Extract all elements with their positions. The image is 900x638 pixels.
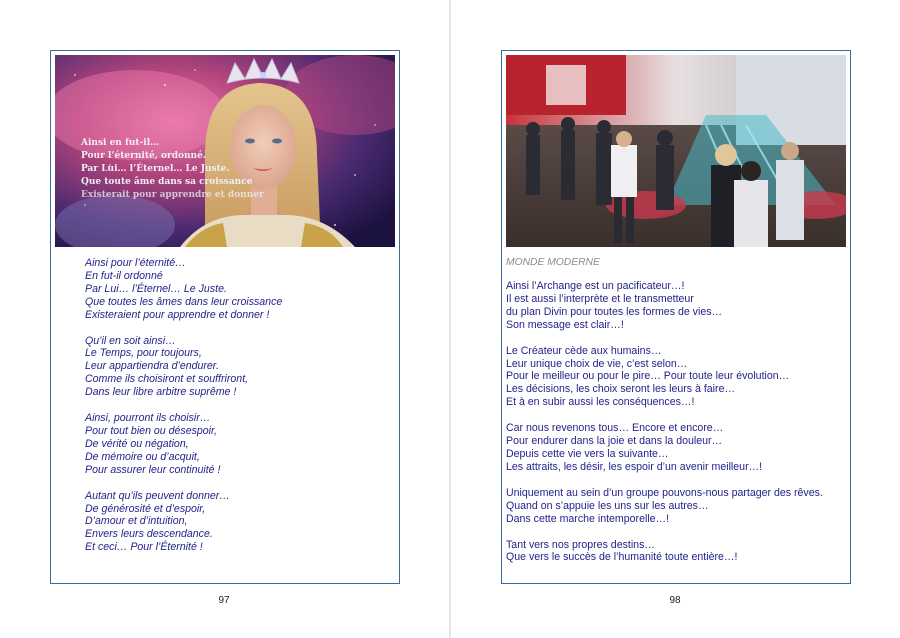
text-line: Car nous revenons tous… Encore et encore… [506,422,724,435]
poem-line: Existeraient pour apprendre et donner ! [85,308,270,321]
text-line: Que vers le succès de l’humanité toute entière…! [506,551,738,564]
text-line: Les attraits, les désir, les espoir d’un avenir meilleur…! [506,460,763,473]
stanza [506,345,844,410]
page-number: 98 [669,595,681,606]
poem-line: D’amour et d’intuition, [85,515,188,528]
shopping-mall-crowd-photo [506,55,846,247]
poem-line: Pour assurer leur continuité ! [85,463,221,476]
text-line: Pour endurer dans la joie et dans la douleur… [506,435,723,448]
text-line: Leur unique choix de vie, c’est selon… [506,357,688,370]
left-page-frame [50,50,400,584]
text-block [506,257,844,577]
poem-line: Et ceci… Pour l’Éternité ! [85,541,203,554]
stanza [506,280,844,332]
poem-line: Ainsi, pourront ils choisir… [85,412,211,425]
poem-line: De mémoire ou d’acquit, [85,450,200,463]
poem-line: Comme ils choisiront et souffriront, [85,373,249,386]
stanza [85,335,393,400]
stanza [506,422,844,474]
text-line: Quand on s’appuie les uns sur les autres… [506,499,709,512]
right-page [451,0,900,638]
text-line: Dans cette marche intemporelle…! [506,512,670,525]
woman-with-tiara-galaxy-photo [55,55,395,247]
poem-line: Ainsi pour l’éternité… [85,257,186,269]
poem-line: En fut-il ordonné [85,269,163,282]
text-line: du plan Divin pour toutes les formes de vies… [506,305,723,318]
text-line: Pour le meilleur ou pour le pire… Pour toute leur évolution… [506,370,790,383]
right-page-frame [501,50,851,584]
poem-line: Le Temps, pour toujours, [85,347,202,360]
stanza [506,487,844,526]
image-caption: MONDE MODERNE [506,257,600,268]
poem-line: De générosité et d’espoir, [85,502,206,515]
text-line: Le Créateur cède aux humains… [506,344,662,357]
poem-line: Leur appartiendra d’endurer. [85,360,219,373]
text-line: Ainsi l’Archange est un pacificateur…! [506,280,685,292]
stanza [85,490,393,555]
poem-line: Envers leurs descendance. [85,528,213,541]
text-line: Les décisions, les choix seront les leurs à faire… [506,383,736,396]
image-overlay-text: Ainsi en fut-il… Pour l’éternité, ordonné. Par Lui… l’Éternel… Le Juste. Que toute âme dans sa croissance Existerait pour apprendre et donner [81,138,264,200]
poem-line: Que toutes les âmes dans leur croissance [85,295,283,308]
page-number: 97 [218,595,230,606]
poem-line: Dans leur libre arbitre suprême ! [85,386,237,399]
left-page [0,0,449,638]
poem-line: De vérité ou négation, [85,437,189,450]
poem-line: Par Lui… l’Éternel… Le Juste. [85,282,227,295]
text-line: Son message est clair…! [506,318,624,331]
stanza [506,539,844,565]
poem-line: Qu’il en soit ainsi… [85,334,176,347]
text-line: Tant vers nos propres destins… [506,538,655,551]
poem-line: Pour tout bien ou désespoir, [85,424,217,437]
stanza [85,257,393,322]
stanza [85,412,393,477]
poem-line: Autant qu’ils peuvent donner… [85,489,230,502]
text-line: Uniquement au sein d’un groupe pouvons-nous partager des rêves. [506,486,823,499]
text-line: Et à en subir aussi les conséquences…! [506,396,695,409]
text-line: Il est aussi l’interprète et le transmetteur [506,292,694,305]
mall-scene-illustration [506,55,846,247]
poem [85,257,393,567]
text-line: Depuis cette vie vers la suivante… [506,447,669,460]
